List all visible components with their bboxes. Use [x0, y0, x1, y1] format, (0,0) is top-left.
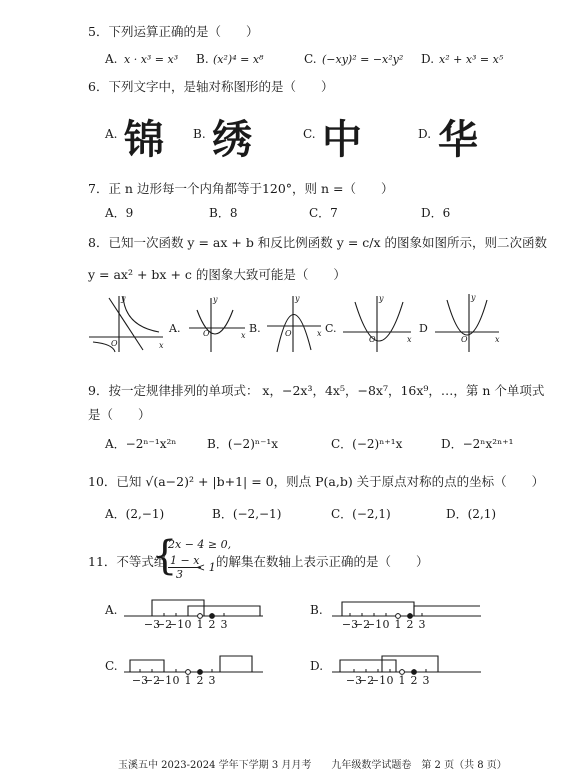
q10-option-a: A．(2,−1)	[105, 507, 165, 521]
q7-stem: 7．正 n 边形每一个内角都等于120°，则 n =（ ）	[88, 181, 394, 196]
q10-option-b: B．(−2,−1)	[212, 507, 282, 521]
endpoint-dot	[210, 614, 215, 619]
tick-label: −3	[143, 618, 161, 631]
origin-label: O	[285, 329, 292, 338]
tick-label: 0	[386, 674, 394, 687]
tick-label: 1	[398, 674, 406, 687]
solution-region	[220, 656, 252, 672]
tick-label: 2	[410, 674, 418, 687]
q5-option-a-expr: x · x³ = x³	[124, 53, 179, 66]
q11-option-d-label: D.	[310, 659, 324, 673]
q11-option-b-label: B.	[310, 603, 323, 617]
q8-option-b-graph	[267, 296, 321, 352]
origin-label: O	[203, 329, 210, 338]
numberline-svg	[124, 600, 263, 631]
axis-label-x: x	[317, 329, 322, 338]
q10-option-d: D．(2,1)	[446, 507, 497, 521]
axis-label-x: x	[159, 341, 164, 350]
q11-brace: {	[152, 533, 178, 579]
page-footer: 玉溪五中 2023-2024 学年下学期 3 月月考 九年级数学试题卷 第 2 页（共 8 页）	[118, 760, 507, 771]
q6-option-a-label: A.	[105, 127, 118, 141]
tick-label: −2	[357, 674, 375, 687]
tick-label: −1	[155, 674, 173, 687]
endpoint-dot	[198, 614, 203, 619]
tick-label: −2	[155, 618, 173, 631]
parabola	[447, 300, 487, 335]
endpoint-dot	[198, 670, 203, 675]
endpoint-dot	[396, 614, 401, 619]
q5-option-b-label: B.	[196, 52, 209, 66]
endpoint-dot	[408, 614, 413, 619]
q5-option-c-expr: (−xy)² = −x²y²	[322, 53, 404, 66]
q5-stem: 5．下列运算正确的是（ ）	[88, 24, 259, 39]
tick-label: 2	[196, 674, 204, 687]
q8-given-graph	[89, 296, 163, 352]
q6-option-d-label: D.	[418, 127, 432, 141]
q8-option-d-label: D	[419, 322, 428, 335]
tick-label: −2	[143, 674, 161, 687]
q11-option-a-numberline	[122, 590, 267, 634]
origin-label: O	[461, 335, 468, 344]
q11-inequality-2-denominator: 3	[176, 568, 183, 581]
q8-option-c-label: C.	[325, 322, 337, 335]
q9-stem-line2: 是（ ）	[88, 407, 151, 422]
tick-label: −3	[131, 674, 149, 687]
axis-label-x: x	[407, 335, 412, 344]
tick-label: 0	[382, 618, 390, 631]
q6-option-c-label: C.	[303, 127, 316, 141]
tick-label: −1	[365, 618, 383, 631]
q8-option-a-graph	[189, 298, 245, 352]
q11-option-b-numberline	[330, 590, 485, 634]
q8-option-c-graph	[343, 296, 411, 352]
origin-label: O	[369, 335, 376, 344]
axis-label-y: y	[471, 293, 476, 302]
axis-label-y: y	[379, 294, 384, 303]
tick-label: 1	[196, 618, 204, 631]
tick-label: −3	[341, 618, 359, 631]
q8-option-b-label: B.	[249, 322, 261, 335]
q11-inequality-2-numerator: 1 − x	[170, 554, 200, 567]
axis-label-y: y	[121, 294, 126, 303]
q10-stem: 10．已知 √(a−2)² + |b+1| = 0，则点 P(a,b) 关于原点对称的点的坐标（ ）	[88, 474, 545, 489]
q8-option-a-label: A.	[169, 322, 181, 335]
q6-option-c-char: 中	[322, 117, 362, 163]
tick-label: 3	[220, 618, 228, 631]
q11-option-c-label: C.	[105, 659, 118, 673]
solution-region	[340, 660, 396, 672]
tick-label: 2	[208, 618, 216, 631]
axis-label-y: y	[295, 294, 300, 303]
q9-stem-line1: 9．按一定规律排列的单项式： x，−2x³，4x⁵，−8x⁷，16x⁹，…，第 n 个单项式	[88, 383, 545, 398]
q6-option-d-char: 华	[438, 117, 478, 163]
tick-label: 3	[208, 674, 216, 687]
q5-option-d-label: D.	[421, 52, 435, 66]
q6-stem: 6．下列文字中，是轴对称图形的是（ ）	[88, 79, 334, 94]
q11-option-d-numberline	[330, 646, 485, 690]
solution-region	[342, 602, 414, 616]
parabola	[355, 302, 403, 341]
hyperbola-branch-1	[123, 296, 159, 332]
q9-option-a: A．−2ⁿ⁻¹x²ⁿ	[105, 437, 177, 451]
tick-label: 2	[406, 618, 414, 631]
endpoint-dot	[186, 670, 191, 675]
q7-option-b: B．8	[209, 206, 238, 220]
endpoint-dot	[400, 670, 405, 675]
tick-label: 3	[422, 674, 430, 687]
tick-label: 3	[418, 618, 426, 631]
tick-label: −1	[167, 618, 185, 631]
origin-label: O	[111, 339, 118, 348]
q6-option-a-char: 锦	[124, 117, 164, 163]
tick-label: −2	[353, 618, 371, 631]
q11-suffix: 的解集在数轴上表示正确的是（ ）	[216, 554, 429, 569]
q9-option-b: B．(−2)ⁿ⁻¹x	[207, 437, 278, 451]
q7-option-c: C．7	[309, 206, 338, 220]
q11-inequality-2-relation: < 1	[196, 561, 216, 574]
tick-label: −1	[369, 674, 387, 687]
q11-option-a-label: A.	[105, 603, 118, 617]
axis-label-x: x	[495, 335, 500, 344]
tick-label: −3	[345, 674, 363, 687]
q11-prefix: 11．不等式组	[88, 554, 167, 569]
q5-option-a-label: A.	[105, 52, 118, 66]
q6-option-b-char: 绣	[212, 117, 252, 163]
q5-option-c-label: C.	[304, 52, 317, 66]
q5-option-d-expr: x² + x³ = x⁵	[439, 53, 504, 66]
q6-option-b-label: B.	[193, 127, 206, 141]
q7-option-d: D．6	[421, 206, 451, 220]
tick-label: 0	[184, 618, 192, 631]
q9-option-d: D．−2ⁿx²ⁿ⁺¹	[441, 437, 514, 451]
q11-option-c-numberline	[122, 646, 267, 690]
q8-graphs	[85, 292, 505, 354]
endpoint-dot	[412, 670, 417, 675]
q9-option-c: C．(−2)ⁿ⁺¹x	[331, 437, 403, 451]
solution-region	[130, 660, 164, 672]
solution-region	[414, 606, 480, 616]
tick-label: 1	[184, 674, 192, 687]
q7-option-a: A．9	[105, 206, 134, 220]
q10-option-c: C．(−2,1)	[331, 507, 391, 521]
q8-stem-line1: 8．已知一次函数 y = ax + b 和反比例函数 y = c/x 的图象如图所示，则二次函数	[88, 235, 547, 250]
tick-label: 0	[172, 674, 180, 687]
q11-inequality-1: 2x − 4 ≥ 0,	[168, 538, 232, 551]
tick-label: 1	[394, 618, 402, 631]
q5-option-b-expr: (x²)⁴ = x⁸	[213, 53, 264, 66]
parabola	[277, 314, 311, 352]
solution-region	[152, 600, 204, 616]
q8-stem-line2: y = ax² + bx + c 的图象大致可能是（ ）	[88, 267, 346, 282]
axis-label-x: x	[241, 331, 246, 340]
axis-label-y: y	[213, 295, 218, 304]
